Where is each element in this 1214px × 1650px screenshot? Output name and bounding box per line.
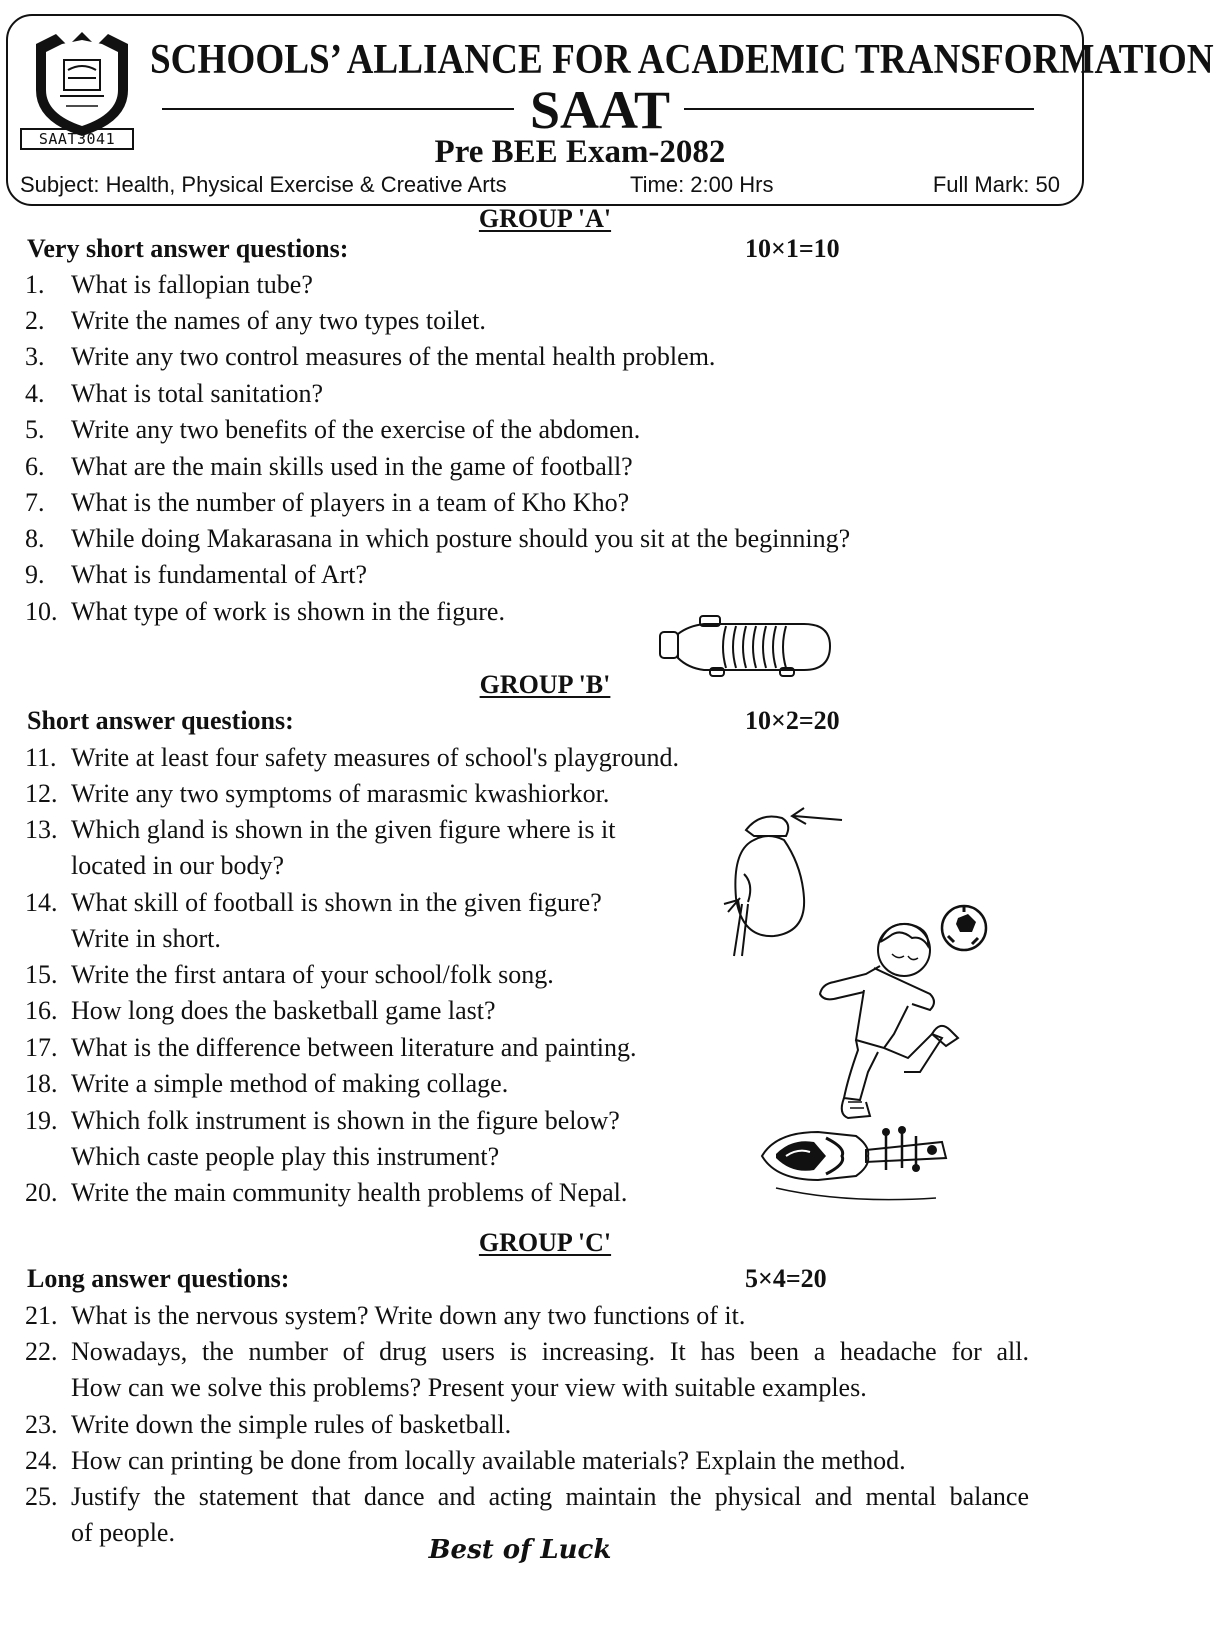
section-title: Short answer questions: [27, 706, 294, 735]
section-marks: 5×4=20 [745, 1264, 827, 1293]
closing-note: Best of Luck [428, 1535, 612, 1565]
section-title: Very short answer questions: [27, 234, 349, 263]
subject-label: Subject: Health, Physical Exercise & Creative Arts [20, 172, 507, 197]
football-header-figure [808, 902, 998, 1142]
organization-title: SCHOOLS’ ALLIANCE FOR ACADEMIC TRANSFORMATION [150, 37, 1214, 83]
school-alliance-logo [26, 30, 138, 138]
group-b-section [27, 704, 1057, 738]
group-a-section [27, 232, 1057, 266]
exam-info-row [20, 170, 1060, 200]
question-continuation: located in our body? [71, 851, 284, 880]
exam-code-badge: SAAT3041 [20, 128, 134, 150]
section-title: Long answer questions: [27, 1264, 290, 1293]
exam-title: Pre BEE Exam-2082 [434, 134, 726, 170]
full-mark-label: Full Mark: 50 [932, 172, 1060, 197]
group-c-section [27, 1262, 1057, 1296]
group-a-heading: GROUP 'A' [478, 204, 612, 233]
divider-line-right [684, 108, 1034, 110]
group-c-heading: GROUP 'C' [478, 1228, 612, 1257]
question-continuation: of people. [71, 1518, 175, 1547]
section-marks: 10×1=10 [745, 234, 840, 263]
group-b-heading: GROUP 'B' [479, 670, 611, 699]
divider-line-left [162, 108, 514, 110]
time-label: Time: 2:00 Hrs [630, 172, 774, 197]
acronym-row [160, 80, 1060, 140]
sarangi-instrument-figure [756, 1112, 956, 1202]
acronym-title: SAAT [529, 80, 671, 140]
question-continuation: Which caste people play this instrument? [71, 1142, 500, 1171]
question-continuation: Write in short. [71, 924, 221, 953]
question-continuation: How can we solve this problems? Present your view with suitable examples. [71, 1373, 867, 1402]
section-marks: 10×2=20 [745, 706, 840, 735]
